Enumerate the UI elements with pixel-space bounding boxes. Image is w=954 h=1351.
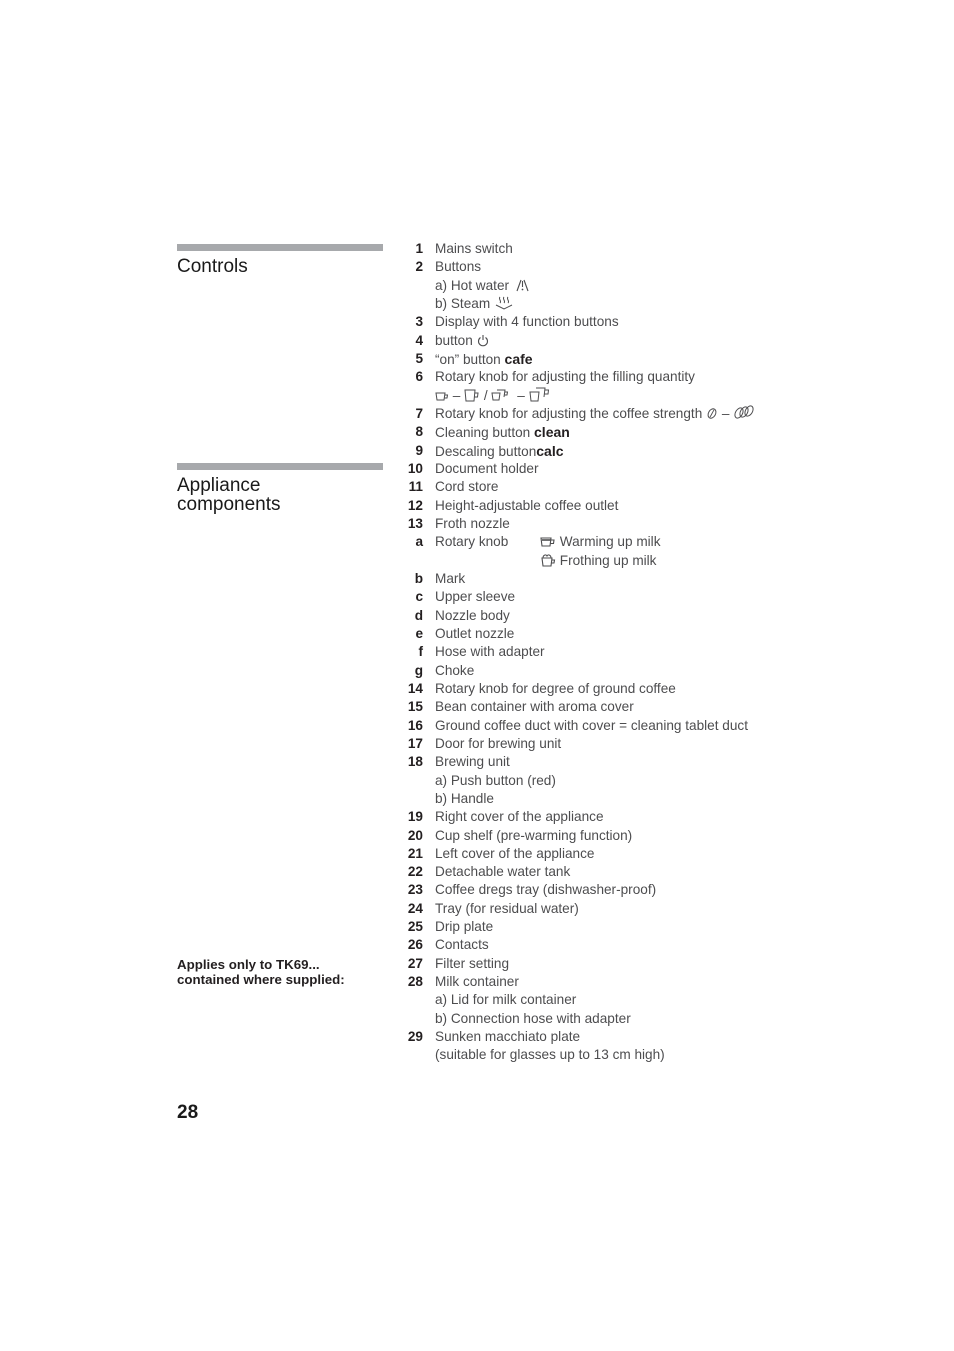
- list-item: [395, 680, 795, 698]
- list-item: [395, 442, 795, 460]
- list-item: [395, 497, 795, 515]
- item-number: 25: [407, 919, 423, 935]
- item-text: Document holder: [435, 460, 539, 476]
- item-number: 16: [407, 717, 423, 733]
- item-text: Door for brewing unit: [435, 735, 562, 751]
- item-number: c: [415, 589, 423, 605]
- list-item: [395, 460, 795, 478]
- list-item: [395, 643, 795, 661]
- list-item: [395, 258, 795, 276]
- item-text: Height-adjustable coffee outlet: [435, 497, 619, 513]
- list-item: [395, 387, 795, 405]
- cup-separator: –: [452, 387, 461, 403]
- steam-icon: [494, 296, 514, 310]
- list-item: [395, 295, 795, 313]
- froth-milk-icon: [540, 553, 556, 567]
- two-small-cups-icon: [491, 388, 513, 402]
- item-number: 10: [407, 460, 423, 476]
- item-text: button: [435, 332, 473, 348]
- list-item: [395, 827, 795, 845]
- item-text: Cup shelf (pre-warming function): [435, 827, 633, 843]
- item-number: 20: [407, 827, 423, 843]
- list-item: [395, 405, 795, 423]
- item-number: 17: [407, 735, 423, 751]
- controls-heading: Controls: [177, 256, 248, 277]
- list-item: [395, 1046, 795, 1064]
- item-number: 27: [407, 955, 423, 971]
- list-item: [395, 313, 795, 331]
- item-number: 2: [415, 259, 423, 275]
- froth-milk-label: Frothing up milk: [559, 552, 657, 568]
- item-number: 7: [415, 405, 423, 421]
- item-text: Filter setting: [435, 955, 510, 971]
- item-number: 4: [415, 332, 423, 348]
- item-text: Mark: [435, 570, 466, 586]
- item-text: a) Push button (red): [435, 772, 556, 788]
- controls-rule: [177, 244, 383, 251]
- list-item: [395, 368, 795, 386]
- list-item: [395, 607, 795, 625]
- item-text: Rotary knob for degree of ground coffee: [435, 680, 676, 696]
- list-item: [395, 936, 795, 954]
- list-item: [395, 423, 795, 441]
- warm-milk-label: Warming up milk: [559, 534, 661, 550]
- item-text: Rotary knob for adjusting the coffee strength: [435, 405, 703, 421]
- list-item: [395, 735, 795, 753]
- item-number: 15: [407, 699, 423, 715]
- list-item: [395, 881, 795, 899]
- list-item: [395, 240, 795, 258]
- component-list: [395, 240, 795, 1065]
- item-number: 13: [407, 515, 423, 531]
- list-item: [395, 1028, 795, 1046]
- item-text: Froth nozzle: [435, 515, 510, 531]
- item-text: Left cover of the appliance: [435, 845, 595, 861]
- item-number: 24: [407, 900, 423, 916]
- item-number: e: [415, 625, 423, 641]
- list-item: [395, 515, 795, 533]
- item-text: Milk container: [435, 974, 519, 990]
- clean-label: clean: [534, 424, 570, 441]
- list-item: [395, 625, 795, 643]
- two-large-cups-icon: [529, 387, 553, 402]
- item-text: Descaling button: [435, 443, 537, 459]
- item-number: f: [418, 644, 423, 660]
- item-text: Detachable water tank: [435, 864, 571, 880]
- list-item: [395, 790, 795, 808]
- item-number: 22: [407, 864, 423, 880]
- list-item: [395, 717, 795, 735]
- item-text: Mains switch: [435, 241, 513, 256]
- item-number: 26: [407, 937, 423, 953]
- item-number: g: [414, 662, 423, 678]
- item-text: Rotary knob for adjusting the filling quantity: [435, 369, 695, 385]
- item-text: Hose with adapter: [435, 644, 545, 660]
- warm-milk-icon: [540, 536, 556, 548]
- item-text: Display with 4 function buttons: [435, 314, 619, 330]
- item-text: Choke: [435, 662, 475, 678]
- item-text: a) Hot water: [435, 277, 510, 293]
- list-item: [395, 955, 795, 973]
- supply-note-line1: Applies only to TK69...: [177, 957, 320, 972]
- item-number: a: [415, 534, 423, 550]
- list-item: [395, 277, 795, 295]
- components-heading-line1: Appliance: [177, 475, 261, 496]
- strength-separator: –: [721, 405, 730, 421]
- item-number: 6: [415, 369, 423, 385]
- bean-strength-icon: [706, 407, 718, 420]
- item-number: 12: [407, 497, 423, 513]
- list-item: [395, 772, 795, 790]
- item-text: Buttons: [435, 259, 482, 275]
- item-number: d: [414, 607, 423, 623]
- item-text: Outlet nozzle: [435, 625, 515, 641]
- item-text: Upper sleeve: [435, 589, 516, 605]
- cup-sizes-icon: [435, 387, 553, 405]
- item-number: 29: [407, 1029, 423, 1045]
- item-text: Cleaning button: [435, 425, 531, 441]
- list-item: [395, 552, 795, 570]
- list-item: [395, 991, 795, 1009]
- components-heading: [177, 476, 281, 514]
- page-number: 28: [177, 1102, 199, 1123]
- item-text: Tray (for residual water): [435, 900, 579, 916]
- list-item: [395, 900, 795, 918]
- cup-separator: /: [483, 387, 488, 403]
- item-number: 28: [407, 974, 423, 990]
- list-item: [395, 918, 795, 936]
- item-number: 11: [408, 479, 423, 495]
- item-text: Nozzle body: [435, 607, 510, 623]
- triple-bean-icon: [733, 405, 755, 420]
- item-text: Contacts: [435, 937, 489, 953]
- item-number: b: [414, 570, 423, 586]
- list-item: [395, 808, 795, 826]
- list-item: [395, 698, 795, 716]
- item-text: Cord store: [435, 479, 499, 495]
- item-text: (suitable for glasses up to 13 cm high): [435, 1047, 665, 1063]
- item-text: Sunken macchiato plate: [435, 1029, 581, 1045]
- item-number: 9: [415, 442, 423, 458]
- supply-note: [177, 957, 345, 987]
- item-text: Coffee dregs tray (dishwasher-proof): [435, 882, 657, 898]
- list-item: [395, 662, 795, 680]
- calc-label: calc: [536, 442, 564, 459]
- item-number: 18: [407, 754, 423, 770]
- list-item: [395, 332, 795, 350]
- item-text: b) Connection hose with adapter: [435, 1010, 631, 1026]
- item-text: Right cover of the appliance: [435, 809, 604, 825]
- list-item: [395, 1010, 795, 1028]
- list-item: [395, 845, 795, 863]
- components-rule: [177, 463, 383, 470]
- list-item: [395, 533, 795, 551]
- list-item: [395, 570, 795, 588]
- list-item: [395, 973, 795, 991]
- item-number: 21: [407, 845, 423, 861]
- large-cup-icon: [464, 388, 480, 402]
- supply-note-line2: contained where supplied:: [177, 972, 345, 987]
- list-item: [395, 478, 795, 496]
- item-number: 8: [415, 424, 423, 440]
- item-text: “on” button: [435, 351, 501, 367]
- item-text: Brewing unit: [435, 754, 510, 770]
- item-number: 3: [415, 314, 423, 330]
- list-item: [395, 863, 795, 881]
- item-text: Bean container with aroma cover: [435, 699, 634, 715]
- cup-separator: –: [517, 387, 525, 403]
- item-text: Ground coffee duct with cover = cleaning tablet duct: [435, 717, 748, 733]
- item-text: a) Lid for milk container: [435, 992, 577, 1008]
- list-item: [395, 753, 795, 771]
- item-number: 5: [415, 350, 423, 366]
- hot-water-icon: [513, 278, 531, 292]
- item-number: 1: [415, 241, 423, 256]
- components-heading-line2: components: [177, 494, 281, 515]
- cafe-label: cafe: [504, 350, 533, 367]
- item-number: 14: [407, 680, 423, 696]
- item-text: Drip plate: [435, 919, 494, 935]
- item-number: 19: [407, 809, 423, 825]
- power-icon: [477, 334, 489, 347]
- item-text: Rotary knob: [435, 534, 509, 550]
- item-text: b) Handle: [435, 790, 494, 806]
- list-item: [395, 350, 795, 368]
- small-cup-icon: [435, 390, 449, 402]
- item-text: b) Steam: [435, 295, 491, 311]
- item-number: 23: [407, 882, 423, 898]
- list-item: [395, 588, 795, 606]
